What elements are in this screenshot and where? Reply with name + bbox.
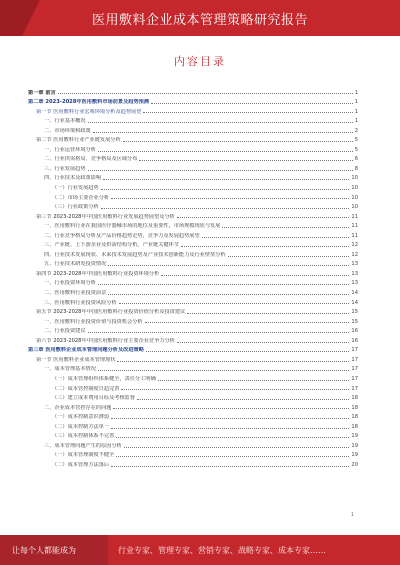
toc-entry-title: 三、医用敷料行业投资风险分析 [44,299,117,306]
toc-entry[interactable] [28,210,358,220]
toc-entry-title: 第五节 2023-2028年中国医用敷料行业投资价值分析及投资建议 [36,309,186,316]
toc-entry-title: 五、行业技术研发投资情况 [44,261,107,268]
toc-entry-page: 18 [351,395,358,402]
toc-entry[interactable] [28,105,358,115]
toc-leader-dots [111,418,349,419]
toc-entry[interactable] [28,153,358,163]
toc-entry-title: （一）成本管理组织体系健全，责任分工明确 [52,375,156,382]
toc-entry[interactable] [28,229,358,239]
table-of-contents [28,86,358,468]
header-banner [0,0,400,36]
toc-entry[interactable] [28,420,358,430]
toc-leader-dots [228,256,350,257]
toc-entry-title: （三）成本控制体系不完善 [52,433,115,440]
toc-entry-page: 14 [351,290,358,297]
toc-leader-dots [181,246,350,247]
toc-leader-dots [187,313,349,314]
toc-entry-title: 二、企业成本管控存在的问题 [44,404,112,411]
toc-leader-dots [88,122,353,123]
toc-entry-page: 1 [354,99,358,106]
toc-leader-dots [111,428,349,429]
toc-leader-dots [177,217,350,218]
toc-entry[interactable] [28,181,358,191]
toc-entry[interactable] [28,258,358,268]
toc-leader-dots [151,103,353,104]
toc-entry-title: 一、医用敷料行业在我国医疗器械市场的地位及重要性，市场规模现状与发展 [44,223,221,230]
toc-entry[interactable] [28,239,358,249]
toc-entry[interactable] [28,286,358,296]
toc-entry-page: 17 [351,366,358,373]
toc-leader-dots [143,112,352,113]
toc-entry[interactable] [28,124,358,134]
toc-entry[interactable] [28,115,358,125]
toc-entry-title: （二）成本控制方法单一 [52,423,110,430]
toc-entry-title: （二）成本管控制度日趋完善 [52,385,120,392]
toc-entry[interactable] [28,392,358,402]
toc-entry-title: 第一节 医用敷料企业成本管理现状 [36,356,116,363]
toc-entry-title: 第二章 2023-2028年医用敷料市场前景及趋势预测 [28,99,150,106]
toc-entry[interactable] [28,267,358,277]
toc-entry-title: 第四节 2023-2028年中国医用敷料行业投资环境分析 [36,270,160,277]
toc-leader-dots [108,265,349,266]
toc-entry-title: 四、行业技术及政策影响 [44,175,102,182]
toc-entry[interactable] [28,363,358,373]
toc-entry-title: （二）市场主要企业分析 [52,194,110,201]
toc-leader-dots [119,303,350,304]
toc-leader-dots [146,351,349,352]
toc-heading: 内容目录 [174,55,226,68]
toc-entry-page: 19 [351,452,358,459]
footer-tags: 行业专家、管理专家、营销专家、战略专家、成本专家…… [118,546,326,555]
toc-entry[interactable] [28,315,358,325]
toc-entry[interactable] [28,449,358,459]
toc-entry[interactable] [28,334,358,344]
toc-leader-dots [101,208,350,209]
toc-entry[interactable] [28,162,358,172]
toc-entry-page: 10 [351,185,358,192]
toc-entry-page: 17 [351,347,358,354]
toc-entry-title: 二、市场环境和政策 [44,127,91,134]
toc-entry[interactable] [28,411,358,421]
toc-leader-dots [101,189,350,190]
toc-entry-title: 一、行业基本概况 [44,118,86,125]
footer-bar [0,535,400,565]
toc-entry-page: 14 [351,299,358,306]
toc-entry[interactable] [28,306,358,316]
toc-entry-title: 第三节 2023-2028年中国医用敷料行业发展趋势展望及分析 [36,213,175,220]
toc-leader-dots [158,380,350,381]
toc-leader-dots [88,170,353,171]
toc-leader-dots [111,198,349,199]
toc-leader-dots [111,466,349,467]
toc-leader-dots [58,93,353,94]
toc-leader-dots [117,361,349,362]
toc-entry-page: 17 [351,375,358,382]
toc-entry[interactable] [28,401,358,411]
toc-leader-dots [108,294,349,295]
toc-entry-page: 1 [354,89,358,96]
toc-leader-dots [93,132,353,133]
toc-entry[interactable] [28,296,358,306]
toc-leader-dots [98,370,350,371]
toc-entry[interactable] [28,134,358,144]
toc-entry[interactable] [28,458,358,468]
toc-entry-page: 13 [351,261,358,268]
toc-entry-title: （一）成本管理制度不健全 [52,452,115,459]
toc-leader-dots [98,151,353,152]
toc-entry-page: 18 [351,423,358,430]
toc-entry-page: 16 [351,337,358,344]
toc-leader-dots [121,389,349,390]
toc-leader-dots [145,322,350,323]
toc-entry-page: 1 [354,108,358,115]
toc-entry[interactable] [28,277,358,287]
toc-leader-dots [137,399,349,400]
toc-entry[interactable] [28,353,358,363]
toc-entry-title: 一、医用敷料行业投资价值与投资机会分析 [44,318,143,325]
toc-entry-title: （三）建立成本费用目标及考核监督 [52,395,136,402]
toc-entry[interactable] [28,439,358,449]
toc-entry-page: 1 [354,118,358,125]
toc-entry-page: 11 [351,232,358,239]
toc-entry-page: 15 [351,309,358,316]
toc-entry[interactable] [28,248,358,258]
toc-entry[interactable] [28,372,358,382]
toc-entry[interactable] [28,191,358,201]
toc-entry[interactable] [28,325,358,335]
toc-entry-title: 第一章 前言 [28,89,56,96]
toc-entry-page: 13 [351,280,358,287]
toc-leader-dots [124,447,350,448]
toc-entry-page: 11 [351,223,358,230]
toc-entry[interactable] [28,382,358,392]
toc-entry-title: （二）成本管理方法落后 [52,461,110,468]
toc-entry[interactable] [28,220,358,230]
toc-entry-title: 四、行业技术发展现状、未来技术发展趋势及产业技术创新能力及行业壁垒分析 [44,251,226,258]
toc-entry[interactable] [28,201,358,211]
toc-entry-title: 三、行业发展趋势 [44,165,86,172]
toc-leader-dots [177,342,350,343]
toc-entry-page: 12 [351,251,358,258]
toc-entry-page: 12 [351,242,358,249]
toc-entry-page: 5 [354,146,358,153]
toc-entry-title: 二、医用敷料行业投资前景 [44,290,107,297]
toc-entry-title: 第三章 医用敷料企业成本管理问题分析及改进策略 [28,347,144,354]
toc-entry-page: 10 [351,194,358,201]
toc-leader-dots [116,437,349,438]
toc-entry-page: 19 [351,433,358,440]
toc-entry[interactable] [28,143,358,153]
toc-entry-title: 二、行业竞争格局分析及产品价格趋势走势，竞争力及发展趋势展望 [44,232,200,239]
toc-entry-title: 三、产业链、上下游企业及供需结构分析，产业链关键环节 [44,242,179,249]
toc-entry-page: 2 [354,127,358,134]
toc-entry-title: 第六节 2023-2028年中国医用敷料行业主要企业竞争力分析 [36,337,175,344]
toc-entry-page: 6 [354,156,358,163]
toc-leader-dots [98,284,350,285]
toc-entry-title: （三）行业政策分析 [52,204,99,211]
toc-entry-title: 二、行业投资建议 [44,328,86,335]
toc-entry[interactable] [28,96,358,106]
toc-entry[interactable] [28,430,358,440]
toc-leader-dots [202,237,350,238]
toc-leader-dots [139,160,352,161]
toc-entry-page: 20 [351,461,358,468]
toc-entry-page: 17 [351,385,358,392]
toc-entry-page: 16 [351,328,358,335]
toc-leader-dots [161,275,349,276]
toc-entry-page: 13 [351,270,358,277]
toc-entry-title: 第二节 医用敷料行业产业链发展分析 [36,137,121,144]
footer-slogan: 让每个人都能成为 [12,546,76,555]
toc-entry-title: 一、行业投资环境分析 [44,280,96,287]
toc-entry-page: 19 [351,442,358,449]
toc-entry-page: 18 [351,404,358,411]
toc-entry-page: 10 [351,175,358,182]
toc-entry[interactable] [28,86,358,96]
toc-entry-title: 一、行业运营环境分析 [44,146,96,153]
toc-entry-page: 11 [351,213,358,220]
toc-entry-title: 三、成本管理问题产生的原因分析 [44,442,122,449]
toc-entry-title: （一）行业发展趋势 [52,185,99,192]
toc-leader-dots [116,456,349,457]
toc-entry-title: 一、成本管理基本情况 [44,366,96,373]
toc-leader-dots [123,141,353,142]
page-number: 1 [350,512,354,518]
toc-entry-title: 二、行业供需格局、竞争格局及区域分布 [44,156,138,163]
report-title: 医用敷料企业成本管理策略研究报告 [91,13,308,28]
toc-leader-dots [113,408,349,409]
toc-entry-page: 10 [351,204,358,211]
toc-entry-title: 第一节 医用敷料行业宏观环境分析及趋势展望 [36,108,142,115]
toc-leader-dots [88,332,350,333]
toc-leader-dots [222,227,349,228]
toc-leader-dots [103,179,349,180]
toc-entry-title: （一）成本控制意识薄弱 [52,414,110,421]
toc-entry-page: 5 [354,137,358,144]
toc-entry-page: 18 [351,414,358,421]
toc-entry-page: 15 [351,318,358,325]
toc-entry[interactable] [28,172,358,182]
toc-entry[interactable] [28,344,358,354]
toc-entry-page: 17 [351,356,358,363]
toc-entry-page: 8 [354,165,358,172]
